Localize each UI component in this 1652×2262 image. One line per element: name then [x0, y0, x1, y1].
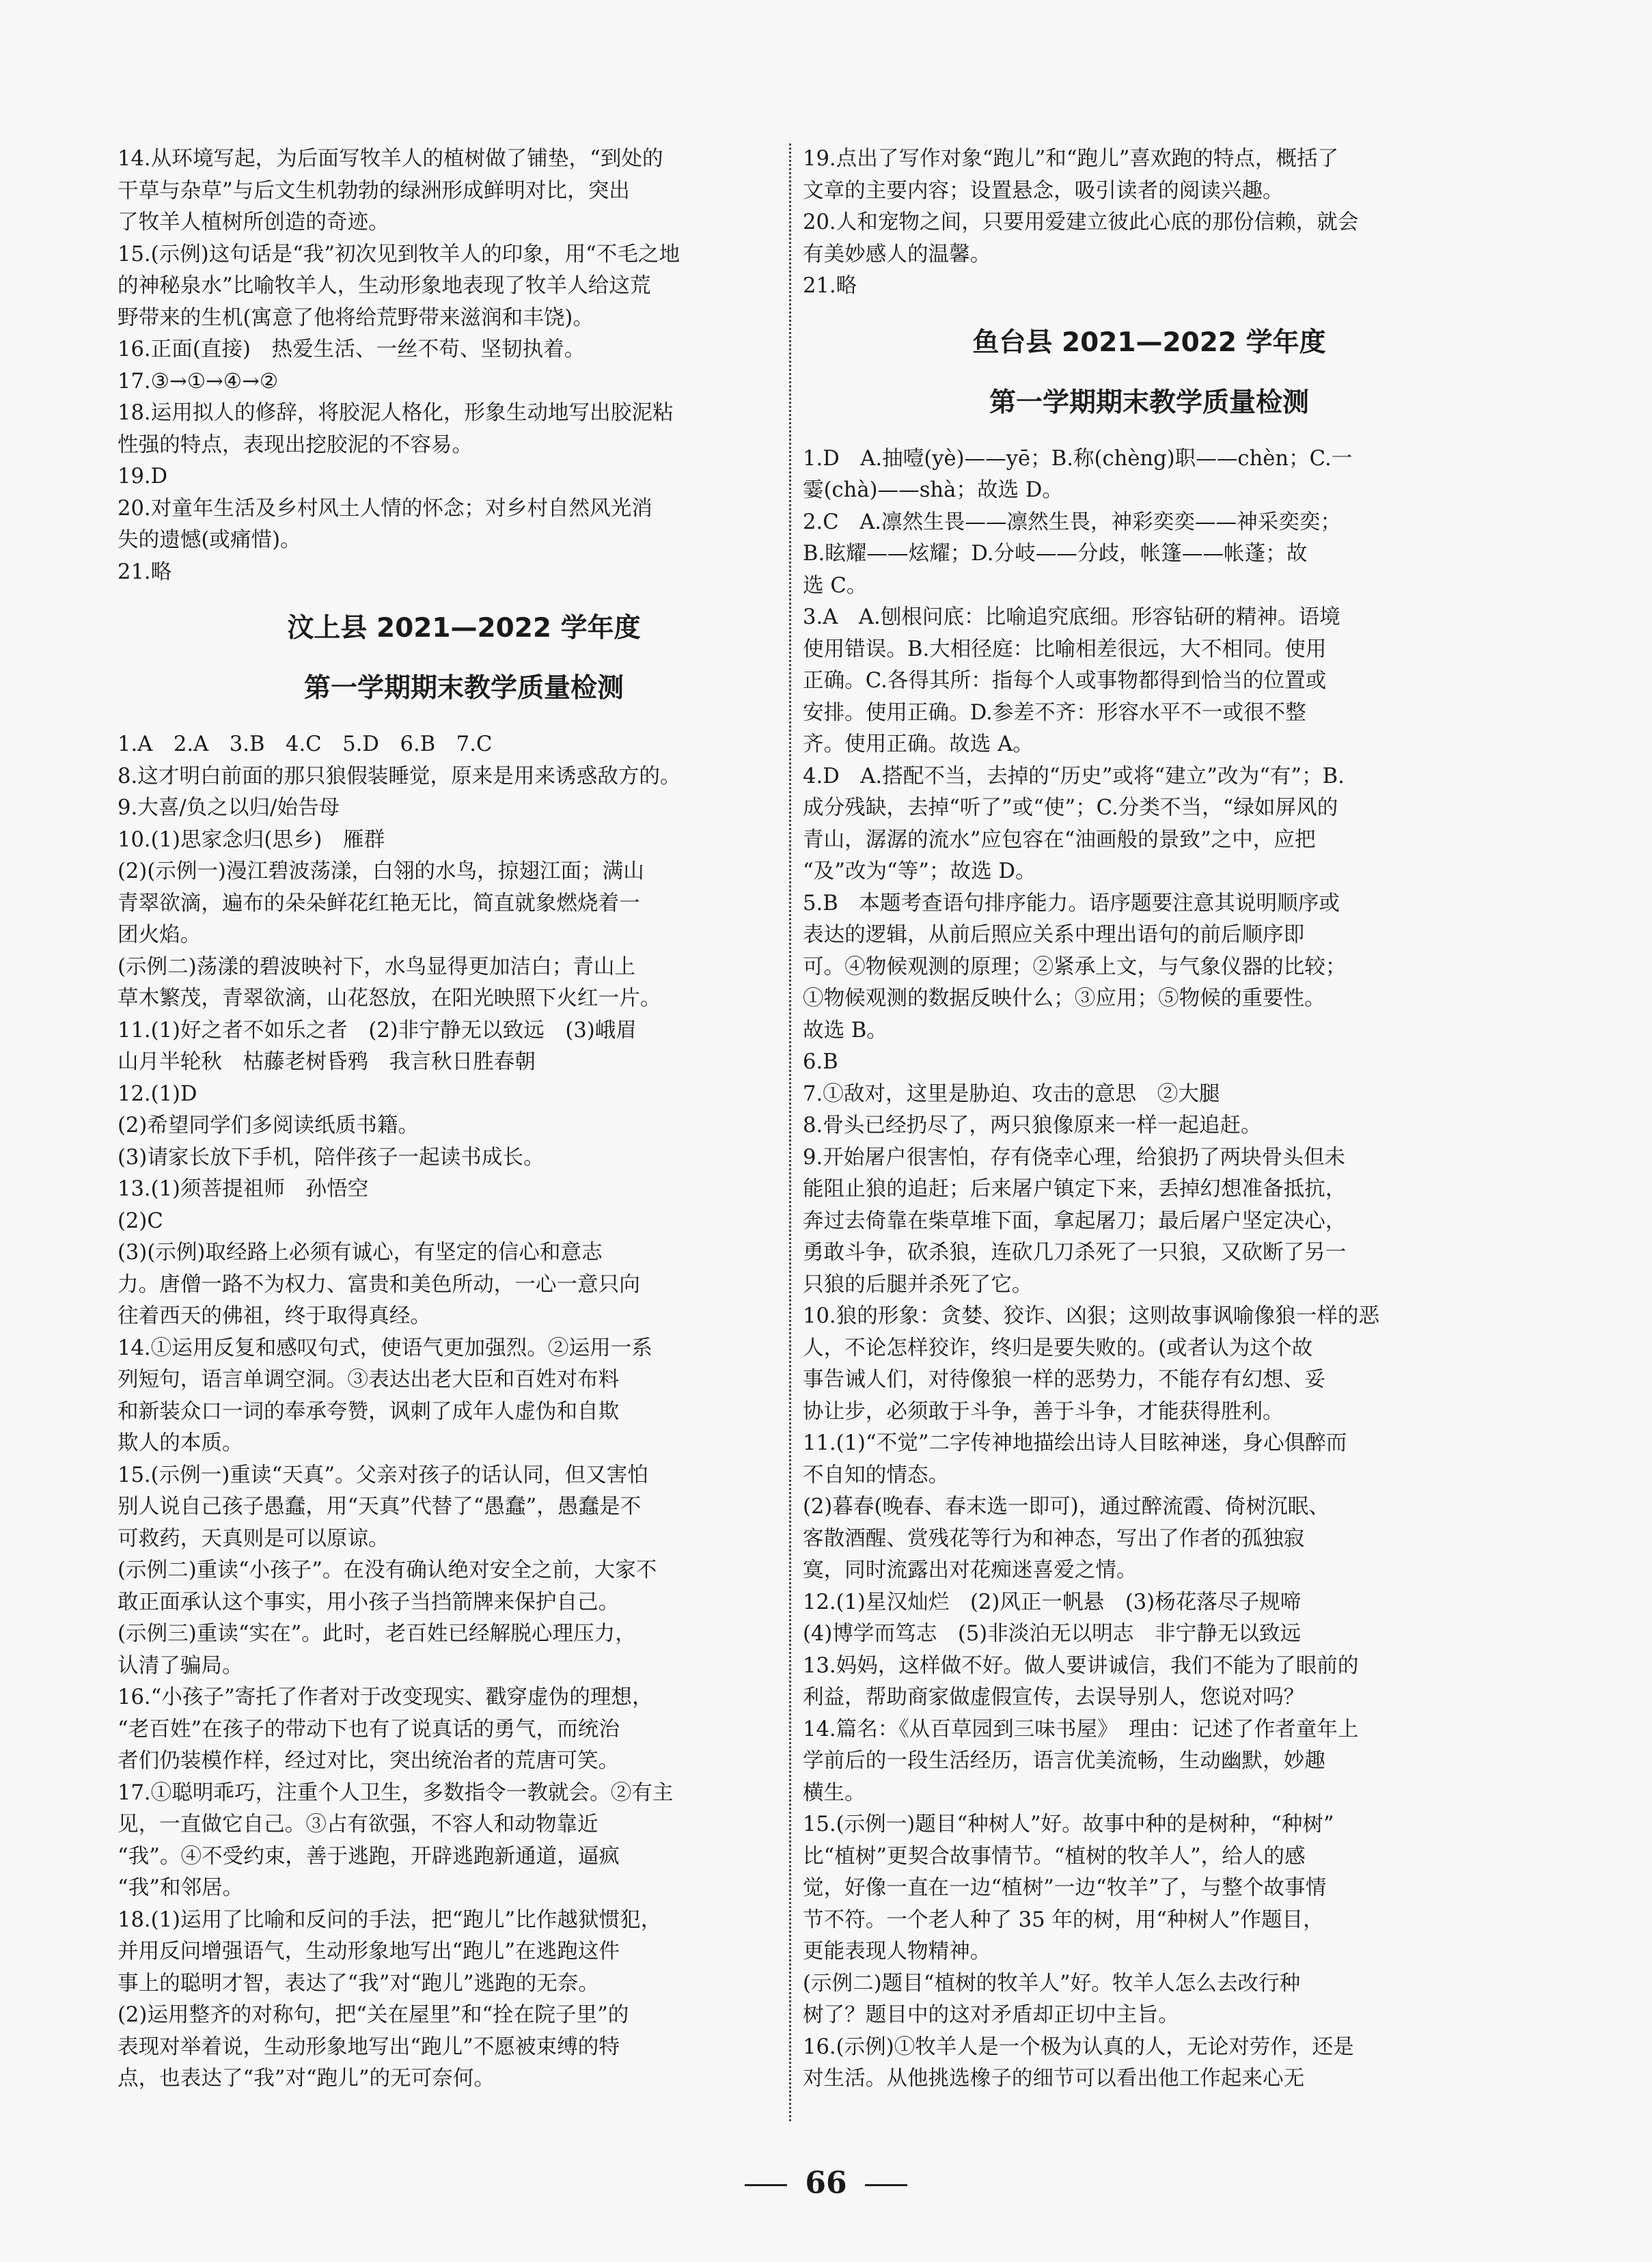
answer-item: 14.从环境写起，为后面写牧羊人的植树做了铺垫，“到处的 干草与杂草”与后文生机勃勃的绿洲形成鲜明对比，突出 了牧羊人植树所创造的奇迹。 [118, 147, 663, 234]
answer-item: 9.大喜/负之以归/始告母 [118, 796, 340, 820]
answer-item: 8.骨头已经扔尽了，两只狼像原来一样一起追赶。 [803, 1114, 1262, 1137]
right-block-1 [803, 143, 1496, 303]
answer-item: (示例三)重读“实在”。此时，老百姓已经解脱心理压力， 认清了骗局。 [118, 1622, 636, 1678]
right-block-2 [803, 443, 1496, 2095]
answer-item: 5.B 本题考查语句排序能力。语序题要注意其说明顺序或 表达的逻辑，从前后照应关系中理出语句的前后顺序即 可。④物候观测的原理；②紧承上文，与气象仪器的比较； ①物候观测的数据反映什么；③应用；⑤物候的重要性。 故选 B。 [803, 891, 1347, 1043]
answer-item: 11.(1)“不觉”二字传神地描绘出诗人目眩神迷，身心俱醉而 不自知的情态。 [803, 1431, 1347, 1487]
answer-item: (3)(示例)取经路上必须有诚心，有坚定的信心和意志 力。唐僧一路不为权力、富贵和美色所动，一心一意只向 往着西天的佛祖，终于取得真经。 [118, 1241, 640, 1328]
left-column [118, 143, 810, 2095]
answer-item: (2)希望同学们多阅读纸质书籍。 [118, 1114, 419, 1137]
answer-item: 18.(1)运用了比喻和反问的手法，把“跑儿”比作越狱惯犯， 并用反问增强语气，生动形象地写出“跑儿”在逃跑这件 事上的聪明才智，表达了“我”对“跑儿”逃跑的无奈。 [118, 1907, 662, 1996]
answer-item: 3.A A.刨根问底：比喻追究底细。形容钻研的精神。语境 使用错误。B.大相径庭：比喻相差很远，大不相同。使用 正确。C.各得其所：指每个人或事物都得到恰当的位置或 安排。使用正确。D.参差不齐：形容水平不一或很不整 齐。使用正确。故选 A。 [803, 605, 1340, 756]
answer-item: (2)(示例一)漫江碧波荡漾，白翎的水鸟，掠翅江面；满山 青翠欲滴，遍布的朵朵鲜花红艳无比，简直就象燃烧着一 团火焰。 [118, 859, 644, 947]
answer-item: 2.C A.凛然生畏——凛然生畏，神彩奕奕——神采奕奕； B.眩耀——炫耀；D.分岐——分歧，帐篷——帐蓬；故 选 C。 [803, 510, 1342, 598]
answer-item: (2)暮春(晚春、春末选一即可)，通过醉流霞、倚树沉眠、 客散酒醒、赏残花等行为和神态，写出了作者的孤独寂 寞，同时流露出对花痴迷喜爱之情。 [803, 1495, 1330, 1582]
answer-item: 16.(示例)①牧羊人是一个极为认真的人，无论对劳作，还是 对生活。从他挑选橡子的细节可以看出他工作起来心无 [803, 2035, 1354, 2091]
answer-item: 1.D A.抽噎(yè)——yē；B.称(chèng)职——chèn；C.一 霎(chà)——shà；故选 D。 [803, 446, 1353, 502]
answer-item: 15.(示例一)重读“天真”。父亲对孩子的话认同，但又害怕 别人说自己孩子愚蠢，用“天真”代替了“愚蠢”，愚蠢是不 可救药，天真则是可以原谅。 [118, 1463, 648, 1551]
page-number-value: 66 [805, 2166, 847, 2201]
answer-item: 20.人和宠物之间，只要用爱建立彼此心底的那份信赖，就会 有美妙感人的温馨。 [803, 210, 1359, 266]
answer-item: 4.D A.搭配不当，去掉的“历史”或将“建立”改为“有”；B. 成分残缺，去掉“听了”或“使”；C.分类不当，“绿如屏风的 青山，潺潺的流水”应包容在“油画般的景致”之中，应把 “及”改为“等”；故选 D。 [803, 764, 1345, 883]
answer-item: 15.(示例)这句话是“我”初次见到牧羊人的印象，用“不毛之地 的神秘泉水”比喻牧羊人，生动形象地表现了牧羊人给这荒 野带来的生机(寓意了他将给荒野带来滋润和丰饶)。 [118, 242, 680, 330]
answer-item: 12.(1)D [118, 1081, 197, 1106]
answer-item: 12.(1)星汉灿烂 (2)风正一帆悬 (3)杨花落尽子规啼 (4)博学而笃志 (5)非淡泊无以明志 非宁静无以致远 [803, 1590, 1302, 1646]
section-title-county: 鱼台县 2021—2022 学年度 [972, 327, 1326, 358]
answer-item: (2)C [118, 1209, 163, 1233]
answer-item: 19.D [118, 465, 168, 488]
answer-item: 17.③→①→④→② [118, 369, 279, 394]
section-title-exam: 第一学期期末教学质量检测 [303, 673, 624, 704]
answer-item: (示例二)题目“植树的牧羊人”好。牧羊人怎么去改行种 树了？题目中的这对矛盾却正切中主旨。 [803, 1971, 1301, 2027]
page-number-dash-left [745, 2184, 787, 2186]
answer-item: 7.①敌对，这里是胁迫、攻击的意思 ②大腿 [803, 1081, 1220, 1106]
answer-item: 14.篇名：《从百草园到三味书屋》 理由：记述了作者童年上 学前后的一段生活经历，语言优美流畅，生动幽默，妙趣 横生。 [803, 1717, 1359, 1805]
answer-item: 15.(示例一)题目“种树人”好。故事中种的是树种，“种树” 比“植树”更契合故事情节。“植树的牧羊人”，给人的感 觉，好像一直在一边“植树”一边“牧羊”了，与整个故事情 节不符。一个老人种了 35 年的树，用“种树人”作题目， 更能表现人物精神。 [803, 1812, 1334, 1963]
answer-item: 17.①聪明乖巧，注重个人卫生，多数指令一教就会。②有主 见，一直做它自己。③占有欲强，不容人和动物靠近 “我”。④不受约束，善于逃跑，开辟逃跑新通道，逼疯 “我”和邻居。 [118, 1780, 674, 1900]
page-number-dash-right [865, 2184, 907, 2186]
answer-item: (示例二)重读“小孩子”。在没有确认绝对安全之前，大家不 敢正面承认这个事实，用小孩子当挡箭牌来保护自己。 [118, 1558, 657, 1614]
answer-item: 10.(1)思家念归(思乡) 雁群 [118, 827, 385, 852]
section-title-exam: 第一学期期末教学质量检测 [989, 387, 1309, 418]
left-block-2 [118, 729, 810, 2095]
page-number [0, 2166, 1652, 2201]
answer-item: (2)运用整齐的对称句，把“关在屋里”和“拴在院子里”的 表现对举着说，生动形象地写出“跑儿”不愿被束缚的特 点，也表达了“我”对“跑儿”的无可奈何。 [118, 2003, 629, 2091]
answer-item: (3)请家长放下手机，陪伴孩子一起读书成长。 [118, 1145, 545, 1170]
section-title-county: 汶上县 2021—2022 学年度 [287, 613, 641, 644]
answer-item: (示例二)荡漾的碧波映衬下，水鸟显得更加洁白；青山上 草木繁茂，青翠欲滴，山花怒放，在阳光映照下火红一片。 [118, 954, 661, 1010]
answer-item: 21.略 [118, 560, 172, 584]
left-block-1 [118, 143, 810, 588]
answer-item: 8.这才明白前面的那只狼假装睡觉，原来是用来诱惑敌方的。 [118, 764, 681, 788]
answer-item: 16.“小孩子”寄托了作者对于改变现实、戳穿虚伪的理想， “老百姓”在孩子的带动下也有了说真话的勇气，而统治 者们仍装模作样，经过对比，突出统治者的荒唐可笑。 [118, 1685, 653, 1773]
answer-item: 16.正面(直接) 热爱生活、一丝不苟、坚韧执着。 [118, 337, 586, 361]
answer-item: 14.①运用反复和感叹句式，使语气更加强烈。②运用一系 列短句，语言单调空洞。③表达出老大臣和百姓对布料 和新装众口一词的奉承夸赞，讽刺了成年人虚伪和自欺 欺人的本质。 [118, 1336, 652, 1455]
answer-item: 9.开始屠户很害怕，存有侥幸心理，给狼扔了两块骨头但未 能阻止狼的追赶；后来屠户镇定下来，丢掉幻想准备抵抗， 奔过去倚靠在柴草堆下面，拿起屠刀；最后屠户坚定决心， 勇敢斗争，砍杀狼，连砍几刀杀死了一只狼，又砍断了另一 只狼的后腿并杀死了它。 [803, 1145, 1347, 1297]
answer-item: 6.B [803, 1050, 838, 1074]
answer-item: 20.对童年生活及乡村风土人情的怀念；对乡村自然风光消 失的遗憾(或痛惜)。 [118, 496, 652, 552]
answer-item: 18.运用拟人的修辞，将胶泥人格化，形象生动地写出胶泥粘 性强的特点，表现出挖胶泥的不容易。 [118, 401, 674, 457]
answer-item: 1.A 2.A 3.B 4.C 5.D 6.B 7.C [118, 732, 493, 756]
answer-item: 11.(1)好之者不如乐之者 (2)非宁静无以致远 (3)峨眉 山月半轮秋 枯藤老树昏鸦 我言秋日胜春朝 [118, 1018, 637, 1074]
answer-item: 19.点出了写作对象“跑儿”和“跑儿”喜欢跑的特点，概括了 文章的主要内容；设置悬念，吸引读者的阅读兴趣。 [803, 147, 1339, 203]
answer-item: 10.狼的形象：贪婪、狡诈、凶狠；这则故事讽喻像狼一样的恶 人，不论怎样狡诈，终归是要失败的。(或者认为这个故 事告诫人们，对待像狼一样的恶势力，不能存有幻想、妥 协让步，必须敢于斗争，善于斗争，才能获得胜利。 [803, 1304, 1380, 1424]
right-column [803, 143, 1496, 2095]
answer-item: 13.(1)须菩提祖师 孙悟空 [118, 1177, 369, 1201]
answer-item: 21.略 [803, 274, 857, 298]
answer-item: 13.妈妈，这样做不好。做人要讲诚信，我们不能为了眼前的 利益，帮助商家做虚假宣传，去误导别人，您说对吗？ [803, 1653, 1359, 1709]
